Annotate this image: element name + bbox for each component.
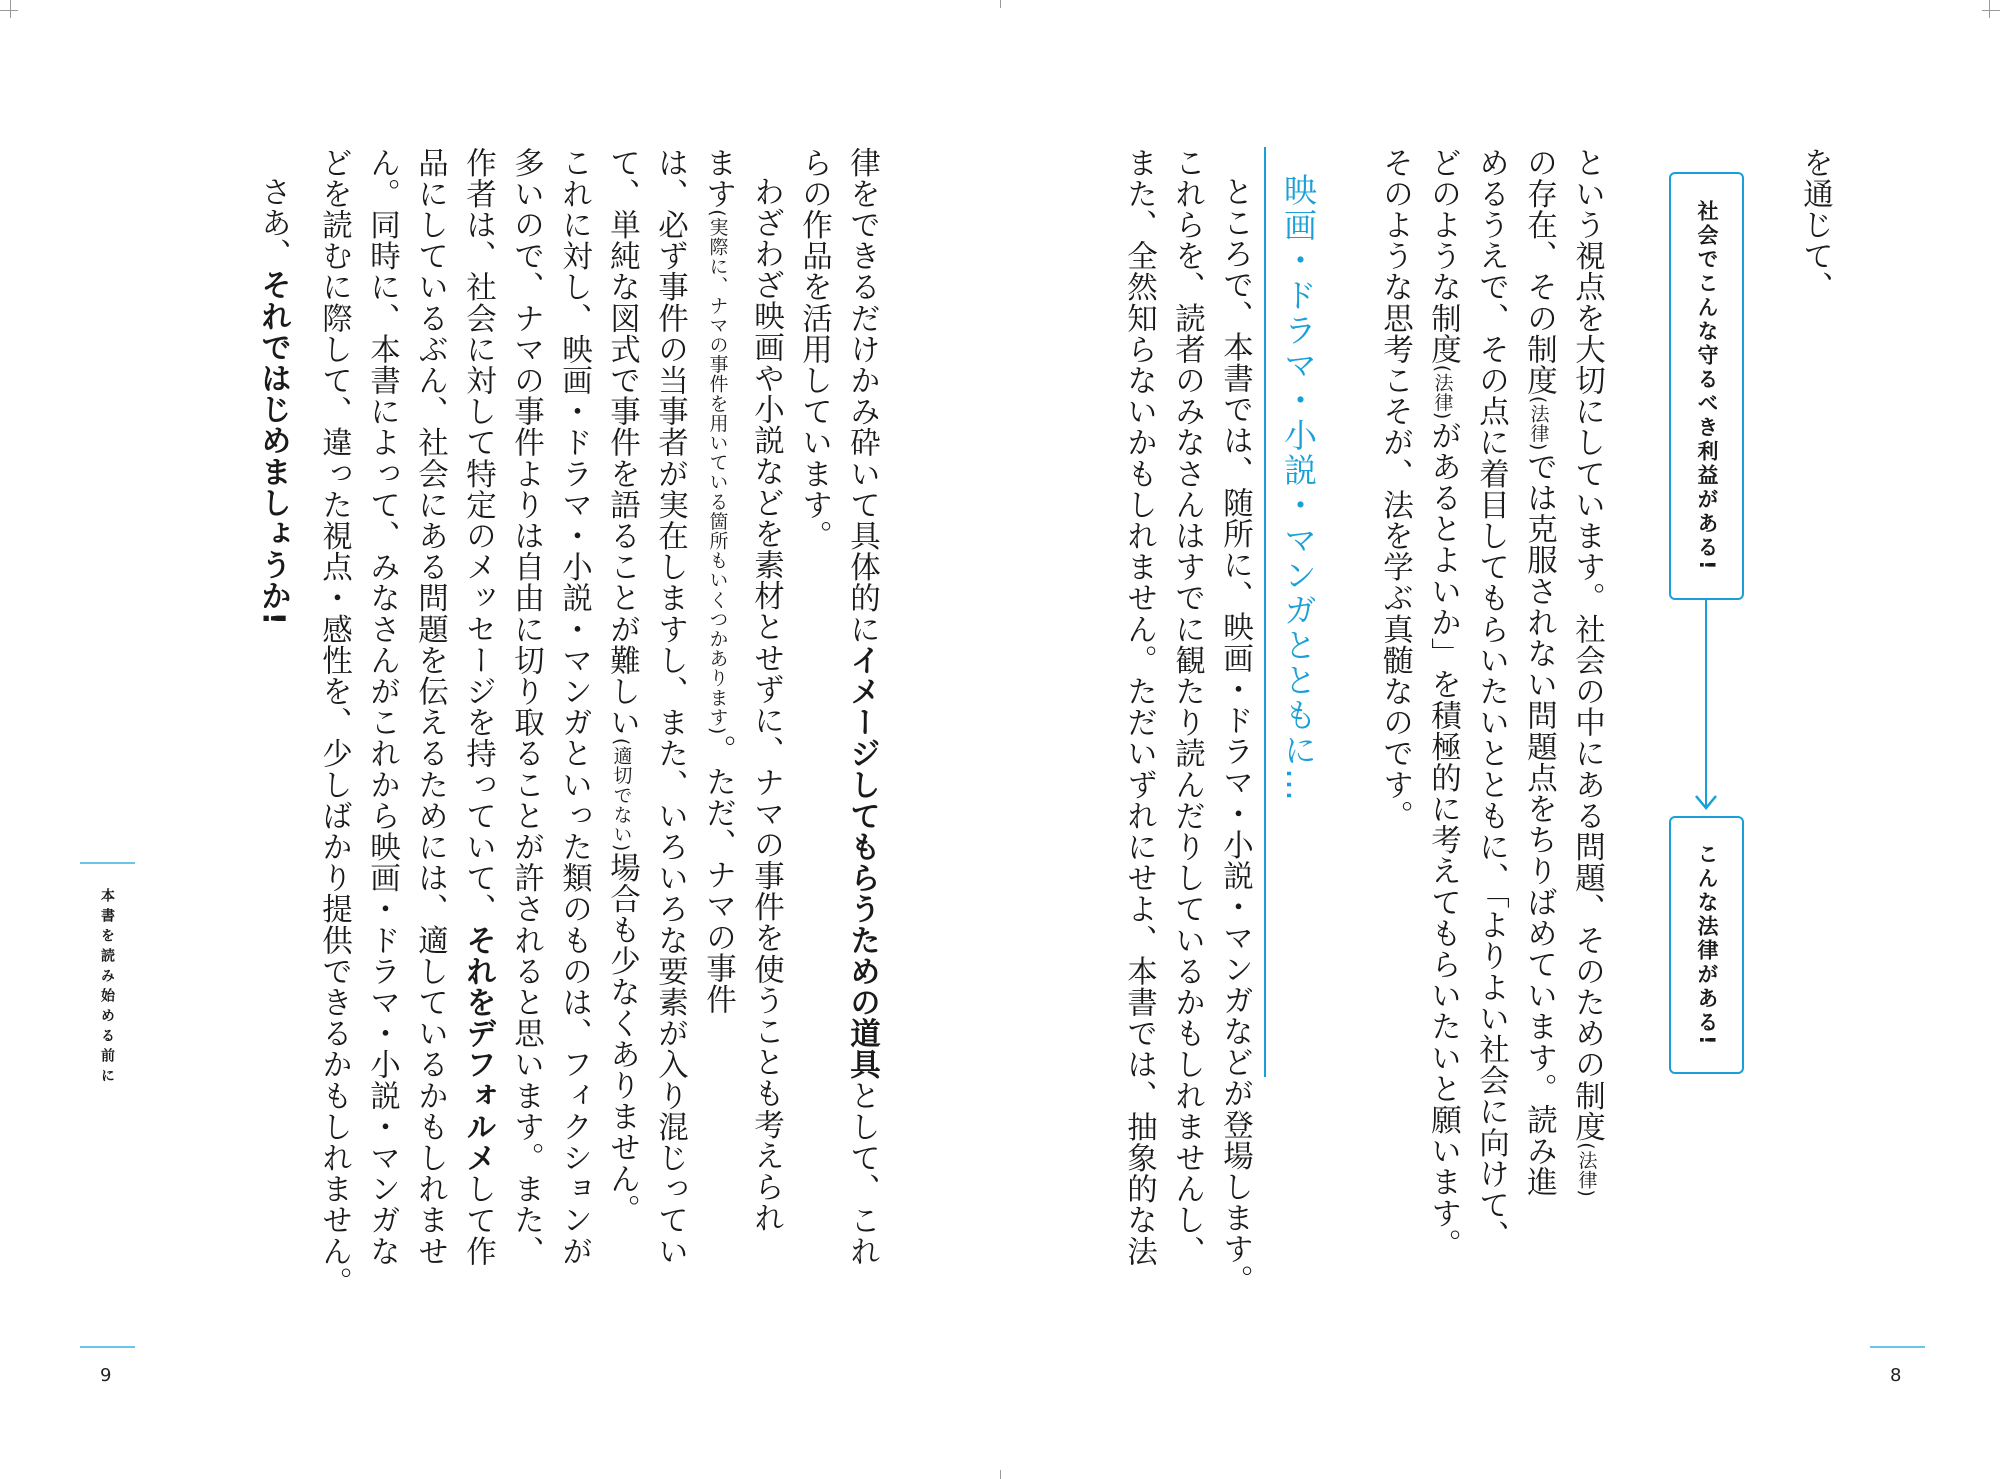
crop-mark-top-right: [1982, 10, 2000, 11]
left-side-rule: [80, 862, 135, 864]
right-page-rule: [1870, 1346, 1925, 1348]
left-line-12: どを読むに際して、違った視点・感性を、少しばかり提供できるかもしれません。: [316, 147, 352, 1298]
flow-box-bottom-label: こんな法律がある!: [1695, 842, 1719, 1048]
right-line-9: また、全然知らないかもしれません。ただいずれにせよ、本書では、抽象的な法: [1121, 147, 1157, 1267]
right-line-1: を通じて、: [1797, 147, 1833, 303]
right-line-3: の存在、その制度(法律)では克服されない問題点をちりばめています。読み進: [1521, 147, 1557, 1198]
flow-connector-line: [1705, 600, 1707, 806]
left-line-8: 多いので、ナマの事件よりは自由に切り取ることが許されると思います。また、: [508, 147, 544, 1267]
heading-rule: [1264, 147, 1266, 1077]
right-line-6: そのような思考こそが、法を学ぶ真髄なのです。: [1377, 147, 1413, 832]
left-line-9: 作者は、社会に対して特定のメッセージを持っていて、それをデフォルメして作: [460, 147, 496, 1267]
flow-box-bottom: [1669, 816, 1744, 1074]
left-line-11: ん。同時に、本書によって、みなさんがこれから映画・ドラマ・小説・マンガな: [364, 147, 400, 1267]
crop-mark-bottom-center: [1000, 1470, 1001, 1479]
left-page-rule: [80, 1346, 135, 1348]
left-line-5: は、必ず事件の当事者が実在しますし、また、いろいろな要素が入り混じってい: [652, 147, 688, 1267]
crop-mark-top-left-v: [10, 0, 11, 18]
crop-mark-top-left: [0, 10, 18, 11]
left-line-13: さあ、それではじめましょうか!: [255, 176, 291, 626]
crop-mark-top-right-v: [1989, 0, 1990, 18]
left-line-7: これに対し、映画・ドラマ・小説・マンガといった類のものは、フィクションが: [556, 147, 592, 1267]
flow-box-top: [1669, 172, 1744, 600]
left-page-number: 9: [100, 1365, 112, 1386]
arrow-down-icon: [1694, 792, 1718, 812]
right-line-5: どのような制度(法律)があるとよいか」を積極的に考えてもらいたいと願います。: [1425, 147, 1461, 1260]
left-line-2: らの作品を活用しています。: [796, 147, 832, 552]
running-head: 本書を読み始める前に: [99, 888, 115, 1088]
right-line-8: これらを、読者のみなさんはすでに観たり読んだりしているかもしれませんし、: [1169, 147, 1205, 1267]
left-line-3: わざわざ映画や小説などを素材とせずに、ナマの事件を使うことも考えられ: [748, 176, 784, 1234]
left-line-1: 律をできるだけかみ砕いて具体的にイメージしてもらうための道具として、これ: [844, 147, 880, 1267]
flow-box-top-label: 社会でこんな守るべき利益がある!: [1695, 199, 1719, 573]
left-line-4: ます(実際に、ナマの事件を用いている箇所もいくつかあります)。ただ、ナマの事件: [700, 147, 736, 1015]
section-heading: 映画・ドラマ・小説・マンガとともに…: [1279, 173, 1318, 803]
left-line-6: て、単純な図式で事件を語ることが難しい(適切でない)場合も少なくありません。: [604, 147, 640, 1226]
right-line-2: という視点を大切にしています。社会の中にある問題、そのための制度(法律): [1569, 147, 1605, 1198]
left-line-10: 品にしているぶん、社会にある問題を伝えるためには、適しているかもしれませ: [412, 147, 448, 1267]
crop-mark-top-center: [1000, 0, 1001, 8]
right-line-4: めるうえで、その点に着目してもらいたいとともに、「よりよい社会に向けて、: [1473, 147, 1509, 1252]
right-page-number: 8: [1890, 1365, 1902, 1386]
right-line-7: ところで、本書では、随所に、映画・ドラマ・小説・マンガなどが登場します。: [1217, 176, 1253, 1296]
